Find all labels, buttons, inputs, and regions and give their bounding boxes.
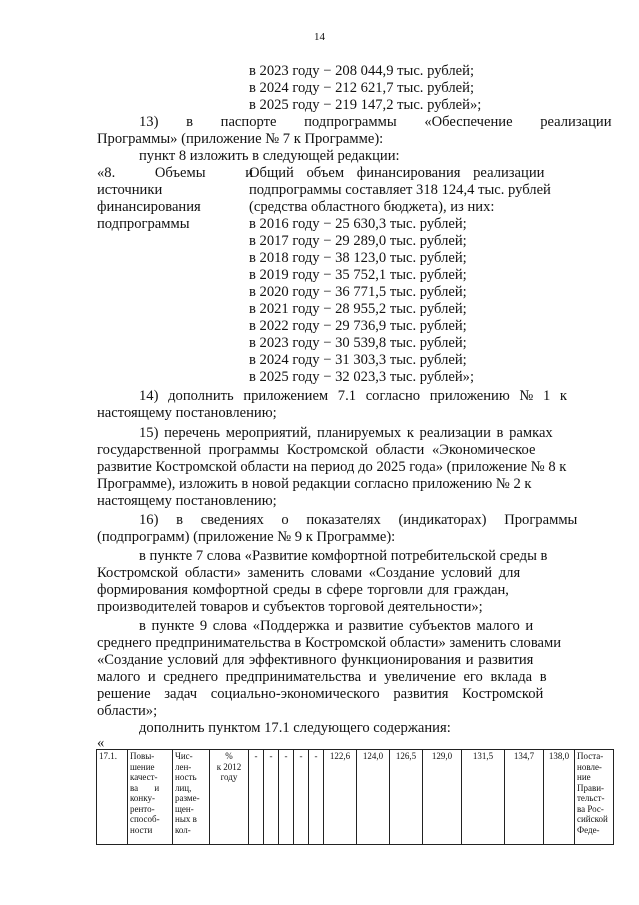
cell-text: 138,0 (548, 751, 570, 761)
cell-text: - (299, 751, 303, 761)
cell-text: Феде- (577, 824, 600, 835)
cell-text: - (314, 751, 318, 761)
year-line: в 2025 году − 32 023,3 тыс. рублей»; (249, 369, 474, 385)
paragraph-line: производителей товаров и субъектов торговой деятельности»; (97, 599, 483, 615)
cell-text: разме- (175, 793, 200, 803)
paragraph-line: в пункте 9 слова «Поддержка и развитие субъектов малого и (139, 618, 534, 634)
paragraph-line: пункт 8 изложить в следующей редакции: (139, 148, 400, 164)
paragraph-line: 13) в паспорте подпрограммы «Обеспечение реализации (139, 114, 612, 130)
year-line: в 2018 году − 38 123,0 тыс. рублей; (249, 250, 467, 266)
passport-label: финансирования (97, 199, 201, 215)
paragraph-line: Программы» (приложение № 7 к Программе): (97, 131, 384, 147)
value-cell (294, 750, 309, 845)
cell-text: Чис- (175, 751, 193, 761)
year-line: в 2023 году − 208 044,9 тыс. рублей; (249, 63, 474, 79)
cell-text: 126,5 (395, 751, 417, 761)
cell-text: ние (577, 772, 591, 782)
value-cell (279, 750, 294, 845)
value-cell (505, 750, 544, 845)
cell-text: 122,6 (329, 751, 351, 761)
cell-text: щен- (175, 803, 194, 814)
indicator-cell (173, 750, 210, 845)
cell-text: качест- (130, 772, 158, 782)
paragraph-line: решение задач социально-экономического развития Костромской (97, 686, 544, 702)
passport-label: «8. Объемы и (97, 165, 254, 181)
cell-text: к 2012 (216, 761, 242, 772)
year-line: в 2023 году − 30 539,8 тыс. рублей; (249, 335, 467, 351)
cell-text: году (220, 772, 238, 782)
year-line: в 2017 году − 29 289,0 тыс. рублей; (249, 233, 467, 249)
opening-quote: « (97, 735, 105, 751)
cell-text: ности (130, 824, 153, 835)
unit-cell (210, 750, 249, 845)
value-cell (264, 750, 279, 845)
cell-text: - (284, 751, 288, 761)
cell-text: ренто- (130, 803, 155, 814)
indicator-name-cell (128, 750, 173, 845)
page-number: 14 (314, 31, 325, 43)
value-cell (357, 750, 390, 845)
passport-label: подпрограммы (97, 216, 190, 232)
paragraph-line: малого и среднего предпринимательства и увеличение его вклада в (97, 669, 547, 685)
cell-text: ва и (130, 782, 160, 793)
cell-text: - (269, 751, 273, 761)
passport-value: Общий объем финансирования реализации (249, 165, 545, 181)
cell-text: шение (130, 761, 155, 772)
cell-text: лен- (175, 761, 192, 772)
paragraph-line: 15) перечень мероприятий, планируемых к реализации в рамках (139, 425, 553, 441)
year-line: в 2024 году − 31 303,3 тыс. рублей; (249, 352, 467, 368)
paragraph-line: (подпрограмм) (приложение № 9 к Программе): (97, 529, 396, 545)
cell-text: Прави- (577, 782, 605, 793)
value-cell (309, 750, 324, 845)
year-line: в 2019 году − 35 752,1 тыс. рублей; (249, 267, 467, 283)
cell-text: конку- (130, 793, 155, 803)
cell-text: способ- (130, 814, 160, 824)
row-number: 17.1. (99, 751, 117, 761)
paragraph-line: 16) в сведениях о показателях (индикаторах) Программы (139, 512, 578, 528)
cell-text: тельст- (577, 793, 605, 803)
cell-text: 129,0 (431, 751, 453, 761)
indicator-table (96, 749, 614, 845)
cell-text: Повы- (130, 751, 155, 761)
passport-value: подпрограммы составляет 318 124,4 тыс. рублей (249, 182, 551, 198)
value-cell (390, 750, 423, 845)
passport-label: источники (97, 182, 163, 198)
paragraph-line: Костромской области» заменить словами «Создание условий для (97, 565, 521, 581)
cell-text: 124,0 (362, 751, 384, 761)
cell-text: ность (175, 772, 197, 782)
value-cell (324, 750, 357, 845)
paragraph-line: формирования комфортной среды в сфере торговли для граждан, (97, 582, 509, 598)
paragraph-line: дополнить пунктом 17.1 следующего содержания: (139, 720, 451, 736)
year-line: в 2022 году − 29 736,9 тыс. рублей; (249, 318, 467, 334)
paragraph-line: «Создание условий для эффективного функционирования и развития (97, 652, 534, 668)
year-line: в 2016 году − 25 630,3 тыс. рублей; (249, 216, 467, 232)
value-cell (544, 750, 575, 845)
row-number-cell (97, 750, 128, 845)
paragraph-line: настоящему постановлению; (97, 493, 277, 509)
cell-text: кол- (175, 824, 191, 835)
passport-value: (средства областного бюджета), из них: (249, 199, 495, 215)
cell-text: % (225, 751, 233, 761)
paragraph-line: настоящему постановлению; (97, 405, 277, 421)
cell-text: ва Рос- (577, 803, 604, 814)
value-cell (249, 750, 264, 845)
table-row (97, 750, 614, 845)
paragraph-line: в пункте 7 слова «Развитие комфортной потребительской среды в (139, 548, 548, 564)
cell-text: лиц, (175, 782, 192, 793)
cell-text: 134,7 (513, 751, 535, 761)
value-cell (423, 750, 462, 845)
cell-text: новле- (577, 761, 602, 772)
paragraph-line: среднего предпринимательства в Костромской области» заменить словами (97, 635, 562, 651)
year-line: в 2021 году − 28 955,2 тыс. рублей; (249, 301, 467, 317)
value-cell (462, 750, 505, 845)
paragraph-line: государственной программы Костромской области «Экономическое (97, 442, 536, 458)
cell-text: ных в (175, 814, 197, 824)
year-line: в 2025 году − 219 147,2 тыс. рублей»; (249, 97, 482, 113)
paragraph-line: 14) дополнить приложением 7.1 согласно приложению № 1 к (139, 388, 567, 404)
cell-text: - (254, 751, 258, 761)
paragraph-line: Программе), изложить в новой редакции согласно приложению № 2 к (97, 476, 532, 492)
cell-text: Поста- (577, 751, 604, 761)
cell-text: сийской (577, 814, 608, 824)
paragraph-line: развитие Костромской области на период до 2025 года» (приложение № 8 к (97, 459, 567, 475)
year-line: в 2020 году − 36 771,5 тыс. рублей; (249, 284, 467, 300)
source-cell (575, 750, 614, 845)
paragraph-line: области»; (97, 703, 158, 719)
year-line: в 2024 году − 212 621,7 тыс. рублей; (249, 80, 474, 96)
cell-text: 131,5 (472, 751, 494, 761)
